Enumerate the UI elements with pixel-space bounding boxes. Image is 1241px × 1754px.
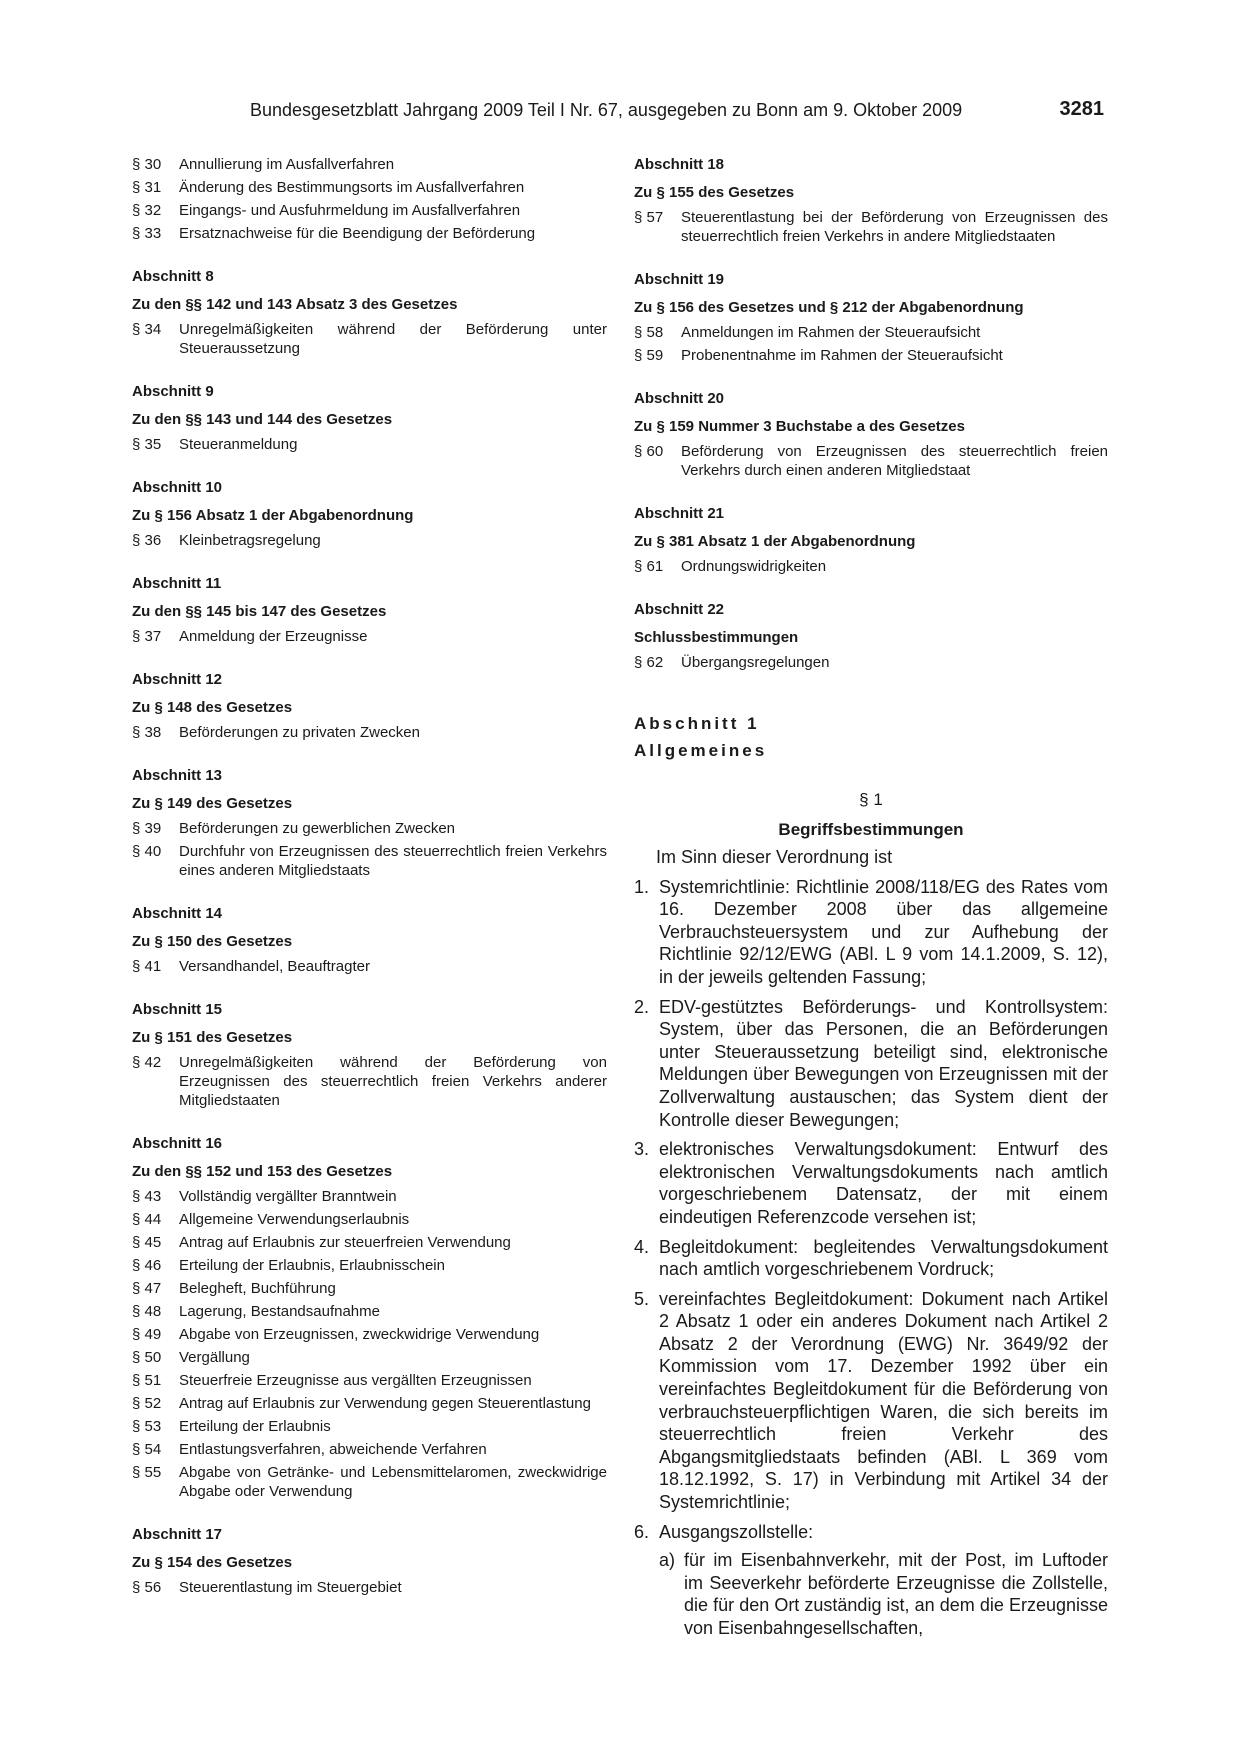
page-header <box>250 100 1104 130</box>
toc-text: Erteilung der Erlaubnis <box>179 1418 331 1435</box>
toc-text: Allgemeine Verwendungserlaubnis <box>179 1211 410 1228</box>
definition-item <box>634 1521 1108 1544</box>
toc-number: § 39 <box>132 820 162 837</box>
sub-item-label: a) <box>659 1550 676 1571</box>
toc-text: Steuerentlastung bei der Beförderung von Erzeugnissen des steuerrechtlich freien Verkehrs in andere Mitgliedstaaten <box>681 209 1108 245</box>
toc-number: § 46 <box>132 1257 162 1274</box>
toc-entry <box>132 1210 607 1229</box>
definition-number: 3. <box>634 1139 650 1160</box>
section-label: Abschnitt 18 <box>634 156 725 173</box>
toc-section <box>132 1525 607 1597</box>
toc-number: § 62 <box>634 654 664 671</box>
toc-number: § 38 <box>132 724 162 741</box>
toc-entry <box>132 1187 607 1206</box>
toc-number: § 55 <box>132 1464 162 1481</box>
section-title: Zu § 159 Nummer 3 Buchstabe a des Gesetzes <box>634 418 965 435</box>
toc-entry <box>132 1417 607 1436</box>
paragraph-title: Begriffsbestimmungen <box>778 820 964 839</box>
left-column <box>132 155 607 1601</box>
definition-number: 5. <box>634 1288 650 1309</box>
toc-entry <box>132 320 607 358</box>
toc-text: Unregelmäßigkeiten während der Beförderung unter Steueraussetzung <box>179 321 607 357</box>
toc-entry <box>132 627 607 646</box>
toc-number: § 30 <box>132 156 162 173</box>
toc-text: Steuerentlastung im Steuergebiet <box>179 1579 402 1596</box>
toc-text: Anmeldung der Erzeugnisse <box>179 628 368 645</box>
toc-text: Probenentnahme im Rahmen der Steueraufsicht <box>681 347 1003 364</box>
section-label: Abschnitt 19 <box>634 271 725 288</box>
definition-item <box>634 1288 1108 1514</box>
sub-item-text: für im Eisenbahnverkehr, mit der Post, im Luftoder im Seeverkehr beförderte Erzeugnisse die Zollstelle, die für den Ort zuständig ist, an dem die Erzeugnisse von Eisenbahngesellschaften, <box>684 1550 1108 1638</box>
definition-number: 2. <box>634 996 650 1017</box>
section-title: Zu § 381 Absatz 1 der Abgabenordnung <box>634 533 916 550</box>
section-title: Zu § 150 des Gesetzes <box>132 933 293 950</box>
toc-text: Beförderungen zu privaten Zwecken <box>179 724 420 741</box>
definition-text: Systemrichtlinie: Richtlinie 2008/118/EG des Rates vom 16. Dezember 2008 über das allgemeine Verbrauchsteuersystem und zur Aufhebung der Richtlinie 92/12/EWG (ABl. L 9 vom 14.1.2009, S. 12), in der jeweils geltenden Fassung; <box>659 876 1108 987</box>
toc-number: § 53 <box>132 1418 162 1435</box>
left-section-list <box>132 267 607 1597</box>
toc-number: § 52 <box>132 1395 162 1412</box>
definition-item <box>634 876 1108 989</box>
section-title: Zu den §§ 145 bis 147 des Gesetzes <box>132 603 387 620</box>
definition-item <box>634 1236 1108 1281</box>
toc-text: Abgabe von Getränke- und Lebensmittelaromen, zweckwidrige Abgabe oder Verwendung <box>179 1464 607 1500</box>
page-number: 3281 <box>1059 98 1104 120</box>
toc-section <box>132 478 607 550</box>
toc-number: § 48 <box>132 1303 162 1320</box>
section-title: Zu den §§ 152 und 153 des Gesetzes <box>132 1163 393 1180</box>
toc-text: Antrag auf Erlaubnis zur Verwendung gegen Steuerentlastung <box>179 1395 591 1412</box>
section-title: Zu § 148 des Gesetzes <box>132 699 293 716</box>
paragraph-number: § 1 <box>859 790 883 809</box>
toc-number: § 41 <box>132 958 162 975</box>
toc-number: § 31 <box>132 179 162 196</box>
section-title: Zu § 149 des Gesetzes <box>132 795 293 812</box>
toc-section <box>132 1134 607 1501</box>
toc-section <box>634 504 1108 576</box>
toc-top-entries <box>132 155 607 243</box>
section-label: Abschnitt 8 <box>132 268 214 285</box>
definition-text: elektronisches Verwaltungsdokument: Entwurf des elektronischen Verwaltungsdokuments nach amtlich vorgeschriebenem Datensatz, der mit einem eindeutigen Referenzcode versehen ist; <box>659 1139 1108 1227</box>
toc-section <box>132 766 607 880</box>
section-label: Abschnitt 12 <box>132 671 223 688</box>
toc-text: Steueranmeldung <box>179 436 298 453</box>
toc-text: Ordnungswidrigkeiten <box>681 558 827 575</box>
toc-entry <box>634 557 1108 576</box>
section-title: Zu § 155 des Gesetzes <box>634 184 795 201</box>
toc-section <box>634 600 1108 672</box>
toc-text: Annullierung im Ausfallverfahren <box>179 156 395 173</box>
toc-text: Entlastungsverfahren, abweichende Verfahren <box>179 1441 487 1458</box>
toc-entry <box>132 1440 607 1459</box>
section-title: Schlussbestimmungen <box>634 629 799 646</box>
section-title: Zu § 156 Absatz 1 der Abgabenordnung <box>132 507 414 524</box>
toc-number: § 47 <box>132 1280 162 1297</box>
toc-number: § 50 <box>132 1349 162 1366</box>
toc-number: § 61 <box>634 558 664 575</box>
section-title: Zu § 156 des Gesetzes und § 212 der Abgabenordnung <box>634 299 1024 316</box>
toc-section <box>132 670 607 742</box>
toc-number: § 49 <box>132 1326 162 1343</box>
toc-text: Versandhandel, Beauftragter <box>179 958 370 975</box>
toc-entry <box>132 435 607 454</box>
toc-text: Erteilung der Erlaubnis, Erlaubnisschein <box>179 1257 445 1274</box>
toc-entry <box>132 1394 607 1413</box>
definition-number: 6. <box>634 1521 650 1542</box>
definition-list <box>634 876 1108 1640</box>
toc-text: Lagerung, Bestandsaufnahme <box>179 1303 380 1320</box>
section-title: Zu den §§ 143 und 144 des Gesetzes <box>132 411 393 428</box>
toc-text: Abgabe von Erzeugnissen, zweckwidrige Verwendung <box>179 1326 540 1343</box>
section-label: Abschnitt 14 <box>132 905 223 922</box>
section-label: Abschnitt 10 <box>132 479 223 496</box>
toc-entry <box>132 1053 607 1110</box>
section-title: Zu § 154 des Gesetzes <box>132 1554 293 1571</box>
toc-section <box>634 270 1108 365</box>
definition-text: EDV-gestütztes Beförderungs- und Kontrollsystem: System, über das Personen, die an Beförderungen unter Steueraussetzung beteiligt sind, elektronische Meldungen über Bewegungen von Erzeugnissen mit der Zollverwaltung austauschen; das System dient der Kontrolle dieser Bewegungen; <box>659 996 1108 1130</box>
right-section-list <box>634 155 1108 672</box>
definition-sub-item <box>659 1549 1108 1639</box>
toc-text: Anmeldungen im Rahmen der Steueraufsicht <box>681 324 981 341</box>
toc-text: Unregelmäßigkeiten während der Beförderung von Erzeugnissen des steuerrechtlich freien Verkehrs anderer Mitgliedstaaten <box>179 1054 607 1109</box>
toc-number: § 37 <box>132 628 162 645</box>
toc-entry <box>132 201 607 220</box>
toc-entry <box>132 224 607 243</box>
toc-entry <box>634 208 1108 246</box>
toc-entry <box>132 957 607 976</box>
section-title: Zu den §§ 142 und 143 Absatz 3 des Gesetzes <box>132 296 458 313</box>
toc-section <box>634 389 1108 480</box>
toc-section <box>132 1000 607 1110</box>
definition-item <box>634 1138 1108 1228</box>
toc-entry <box>132 1256 607 1275</box>
toc-number: § 34 <box>132 321 162 338</box>
toc-section <box>132 267 607 358</box>
toc-entry <box>132 819 607 838</box>
toc-number: § 45 <box>132 1234 162 1251</box>
toc-number: § 54 <box>132 1441 162 1458</box>
section-label: Abschnitt 21 <box>634 505 725 522</box>
toc-entry <box>132 1302 607 1321</box>
toc-entry <box>132 531 607 550</box>
definition-number: 1. <box>634 876 650 897</box>
toc-number: § 57 <box>634 209 664 226</box>
section-label: Abschnitt 13 <box>132 767 223 784</box>
section-heading-title: Allgemeines <box>634 741 768 760</box>
section-title: Zu § 151 des Gesetzes <box>132 1029 293 1046</box>
toc-section <box>132 574 607 646</box>
toc-entry <box>634 346 1108 365</box>
toc-text: Belegheft, Buchführung <box>179 1280 336 1297</box>
toc-entry <box>132 1371 607 1390</box>
right-column <box>634 155 1108 1640</box>
toc-entry <box>634 653 1108 672</box>
toc-text: Beförderungen zu gewerblichen Zwecken <box>179 820 455 837</box>
toc-entry <box>132 1279 607 1298</box>
section-label: Abschnitt 17 <box>132 1526 223 1543</box>
section-heading-label: Abschnitt 1 <box>634 714 760 733</box>
toc-text: Kleinbetragsregelung <box>179 532 321 549</box>
section-label: Abschnitt 15 <box>132 1001 223 1018</box>
toc-number: § 42 <box>132 1054 162 1071</box>
toc-text: Ersatznachweise für die Beendigung der Beförderung <box>179 225 536 242</box>
toc-number: § 59 <box>634 347 664 364</box>
toc-text: Vergällung <box>179 1349 250 1366</box>
toc-entry <box>132 155 607 174</box>
definition-text: vereinfachtes Begleitdokument: Dokument nach Artikel 2 Absatz 1 oder ein anderes Dokument nach Artikel 2 Absatz 2 der Verordnung (EWG) Nr. 3649/92 der Kommission vom 17. Dezember 1992 über ein vereinfachtes Begleitdokument für die Beförderung von verbrauchsteuerpflichtigen Waren, die sich bereits im steuerrechtlich freien Verkehr des Abgangsmitgliedstaats befinden (ABl. L 369 vom 18.12.1992, S. 17) in Verbindung mit Artikel 34 der Systemrichtlinie; <box>659 1288 1108 1513</box>
toc-number: § 40 <box>132 843 162 860</box>
definition-text: Begleitdokument: begleitendes Verwaltungsdokument nach amtlich vorgeschriebenem Vordruck; <box>659 1236 1108 1280</box>
toc-entry <box>132 842 607 880</box>
toc-text: Antrag auf Erlaubnis zur steuerfreien Verwendung <box>179 1234 511 1251</box>
toc-number: § 51 <box>132 1372 162 1389</box>
toc-text: Steuerfreie Erzeugnisse aus vergällten Erzeugnissen <box>179 1372 532 1389</box>
toc-entry <box>634 323 1108 342</box>
toc-entry <box>132 1578 607 1597</box>
definition-item <box>634 996 1108 1132</box>
toc-number: § 43 <box>132 1188 162 1205</box>
toc-text: Eingangs- und Ausfuhrmeldung im Ausfallverfahren <box>179 202 521 219</box>
toc-section <box>132 904 607 976</box>
toc-number: § 36 <box>132 532 162 549</box>
toc-entry <box>132 723 607 742</box>
section-label: Abschnitt 9 <box>132 383 214 400</box>
section-label: Abschnitt 16 <box>132 1135 223 1152</box>
section-label: Abschnitt 22 <box>634 601 725 618</box>
toc-section <box>634 155 1108 246</box>
toc-number: § 35 <box>132 436 162 453</box>
section-label: Abschnitt 20 <box>634 390 725 407</box>
toc-number: § 56 <box>132 1579 162 1596</box>
definition-text: Ausgangszollstelle: <box>659 1521 814 1542</box>
toc-text: Beförderung von Erzeugnissen des steuerrechtlich freien Verkehrs durch einen anderen Mitgliedstaat <box>681 443 1108 479</box>
toc-number: § 32 <box>132 202 162 219</box>
toc-text: Übergangsregelungen <box>681 654 830 671</box>
header-title: Bundesgesetzblatt Jahrgang 2009 Teil I Nr. 67, ausgegeben zu Bonn am 9. Oktober 2009 <box>250 100 963 120</box>
toc-number: § 33 <box>132 225 162 242</box>
section-label: Abschnitt 11 <box>132 575 222 592</box>
toc-entry <box>132 178 607 197</box>
toc-section <box>132 382 607 454</box>
toc-number: § 44 <box>132 1211 162 1228</box>
toc-entry <box>132 1463 607 1501</box>
toc-entry <box>132 1348 607 1367</box>
toc-entry <box>132 1233 607 1252</box>
toc-entry <box>634 442 1108 480</box>
toc-entry <box>132 1325 607 1344</box>
intro-text: Im Sinn dieser Verordnung ist <box>656 847 893 867</box>
toc-text: Durchfuhr von Erzeugnissen des steuerrechtlich freien Verkehrs eines anderen Mitgliedstaats <box>179 843 607 879</box>
definition-number: 4. <box>634 1236 650 1257</box>
toc-number: § 60 <box>634 443 664 460</box>
toc-number: § 58 <box>634 324 664 341</box>
toc-text: Vollständig vergällter Branntwein <box>179 1188 397 1205</box>
toc-text: Änderung des Bestimmungsorts im Ausfallverfahren <box>179 179 525 196</box>
